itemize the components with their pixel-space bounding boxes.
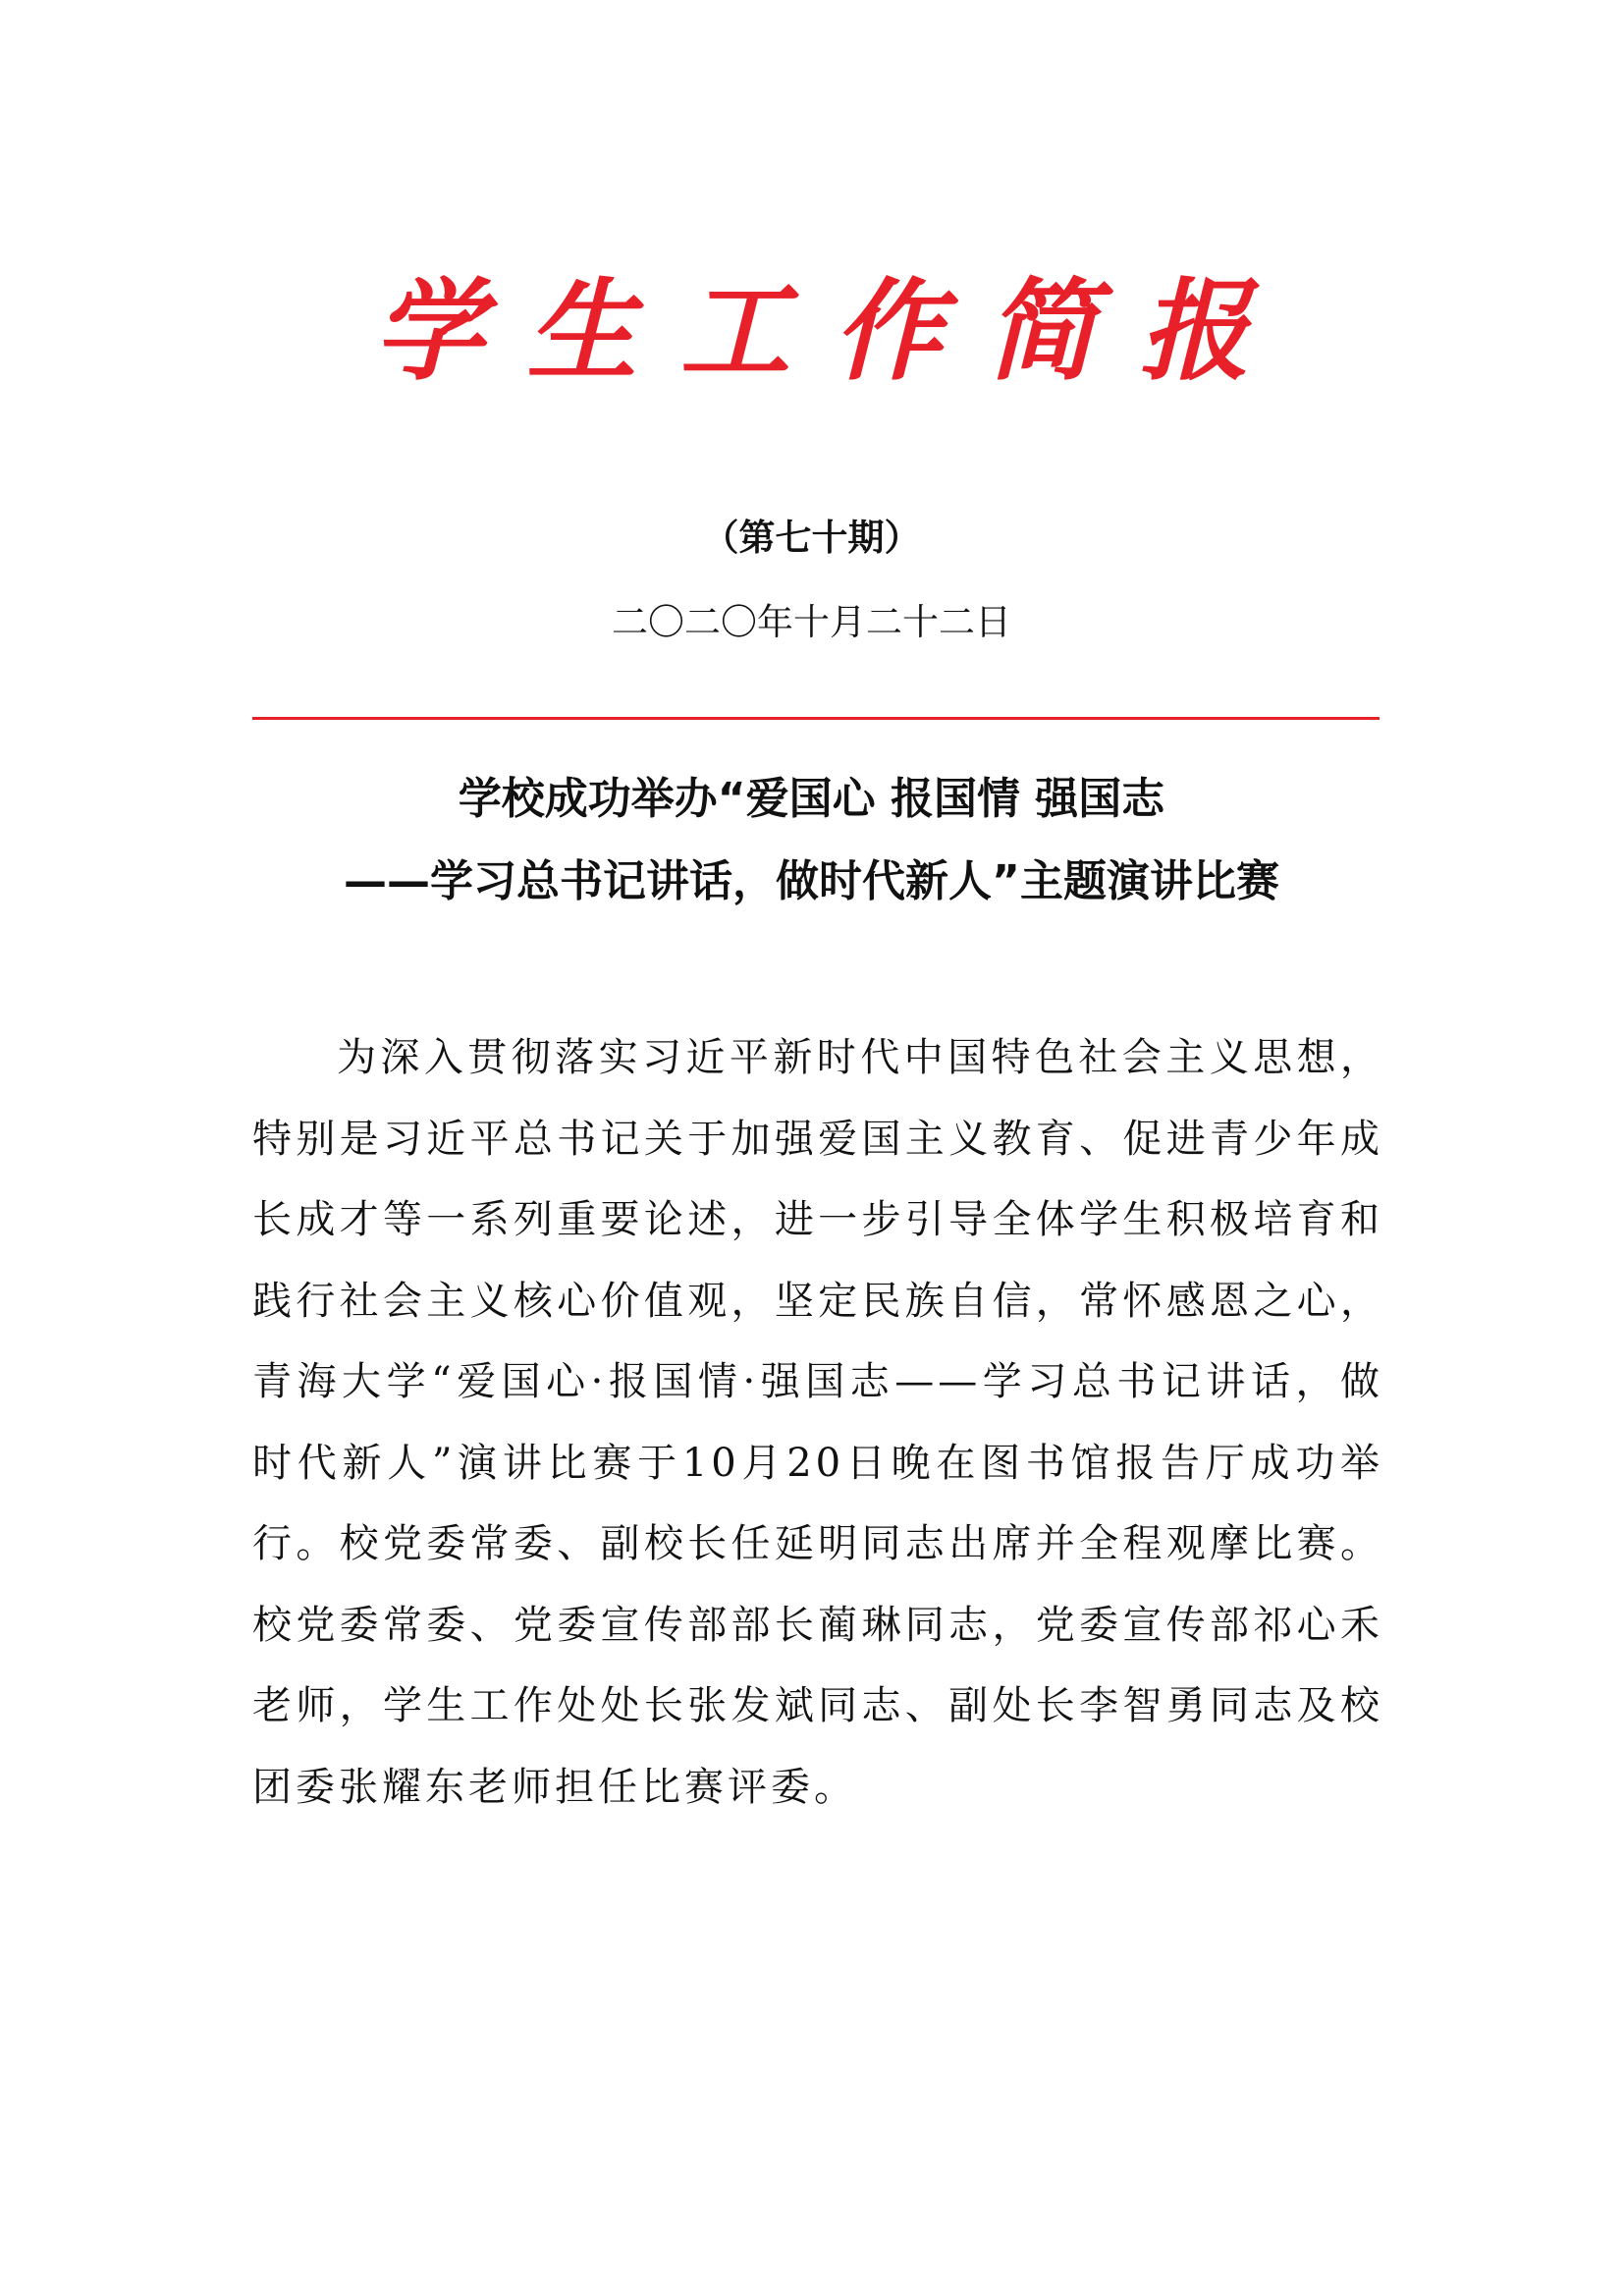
article-headline xyxy=(0,758,1623,923)
issue-number: （第七十期） xyxy=(702,517,921,559)
masthead-title: 学生工作简报 xyxy=(373,267,1293,396)
red-divider-line xyxy=(252,717,1380,720)
article-body-paragraph: 为深入贯彻落实习近平新时代中国特色社会主义思想，特别是习近平总书记关于加强爱国主义教育、促进青少年成长成才等一系列重要论述，进一步引导全体学生积极培育和践行社会主义核心价值观，坚定民族自信，常怀感恩之心，青海大学“爱国心·报国情·强国志——学习总书记讲话，做时代新人”演讲比赛于10月20日晚在图书馆报告厅成功举行。校党委常委、副校长任延明同志出席并全程观摩比赛。校党委常委、党委宣传部部长蔺琳同志，党委宣传部祁心禾老师，学生工作处处长张发斌同志、副处长李智勇同志及校团委张耀东老师担任比赛评委。 xyxy=(252,1035,1383,1810)
issue-date: 二〇二〇年十月二十二日 xyxy=(612,601,1011,643)
headline-line-2: ——学习总书记讲话，做时代新人”主题演讲比赛 xyxy=(344,856,1279,906)
headline-line-1: 学校成功举办“爱国心 报国情 强国志 xyxy=(458,774,1165,824)
